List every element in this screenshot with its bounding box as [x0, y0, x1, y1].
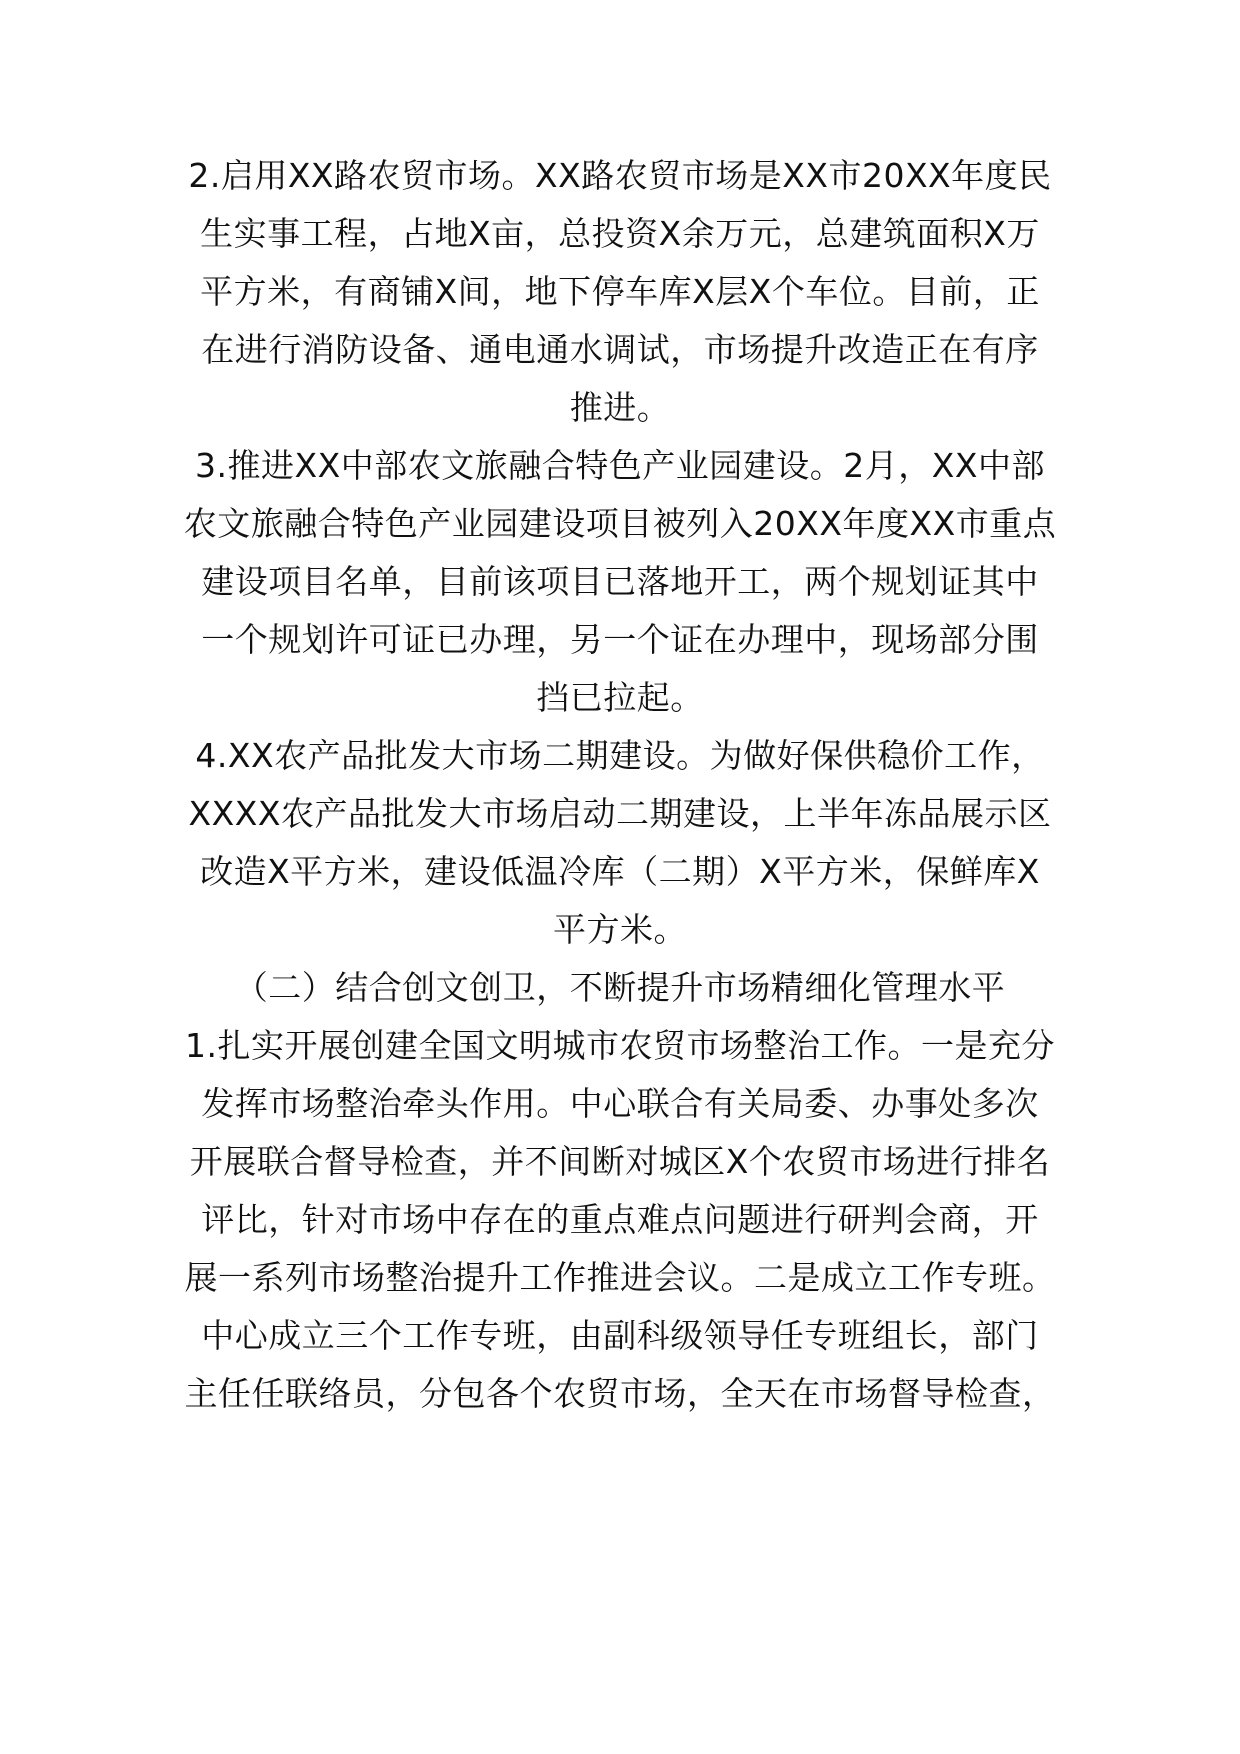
text-line: 平方米。: [553, 910, 687, 949]
text-line: 推进。: [569, 388, 671, 427]
text-line: 中心成立三个工作专班，由副科级领导任专班组长，部门: [201, 1316, 1039, 1355]
text-line: 评比，针对市场中存在的重点难点问题进行研判会商，开: [201, 1200, 1039, 1239]
text-line: 3.推进XX中部农文旅融合特色产业园建设。2月，XX中部: [195, 446, 1045, 485]
text-line: 4.XX农产品批发大市场二期建设。为做好保供稳价工作，: [195, 736, 1045, 775]
text-line: 农文旅融合特色产业园建设项目被列入20XX年度XX市重点: [183, 504, 1057, 543]
text-line: 在进行消防设备、通电通水调试，市场提升改造正在有序: [201, 330, 1039, 369]
text-line: 生实事工程，占地X亩，总投资X余万元，总建筑面积X万: [200, 214, 1040, 253]
text-line: 挡已拉起。: [536, 678, 704, 717]
text-line: 1.扎实开展创建全国文明城市农贸市场整治工作。一是充分: [185, 1026, 1055, 1065]
text-line: 展一系列市场整治提升工作推进会议。二是成立工作专班。: [184, 1258, 1056, 1297]
text-line: XXXX农产品批发大市场启动二期建设，上半年冻品展示区: [188, 794, 1052, 833]
text-line: 一个规划许可证已办理，另一个证在办理中，现场部分围: [201, 620, 1039, 659]
text-line: 开展联合督导检查，并不间断对城区X个农贸市场进行排名: [189, 1142, 1051, 1181]
text-line: 主任任联络员，分包各个农贸市场，全天在市场督导检查，: [184, 1374, 1056, 1413]
text-line: 建设项目名单，目前该项目已落地开工，两个规划证其中: [201, 562, 1039, 601]
text-line: 改造X平方米，建设低温冷库（二期）X平方米，保鲜库X: [200, 852, 1040, 891]
text-line: 发挥市场整治牵头作用。中心联合有关局委、办事处多次: [201, 1084, 1039, 1123]
text-line: 平方米，有商铺X间，地下停车库X层X个车位。目前，正: [200, 272, 1040, 311]
section-heading: （二）结合创文创卫，不断提升市场精细化管理水平: [234, 968, 1006, 1007]
text-line: 2.启用XX路农贸市场。XX路农贸市场是XX市20XX年度民: [188, 156, 1052, 195]
